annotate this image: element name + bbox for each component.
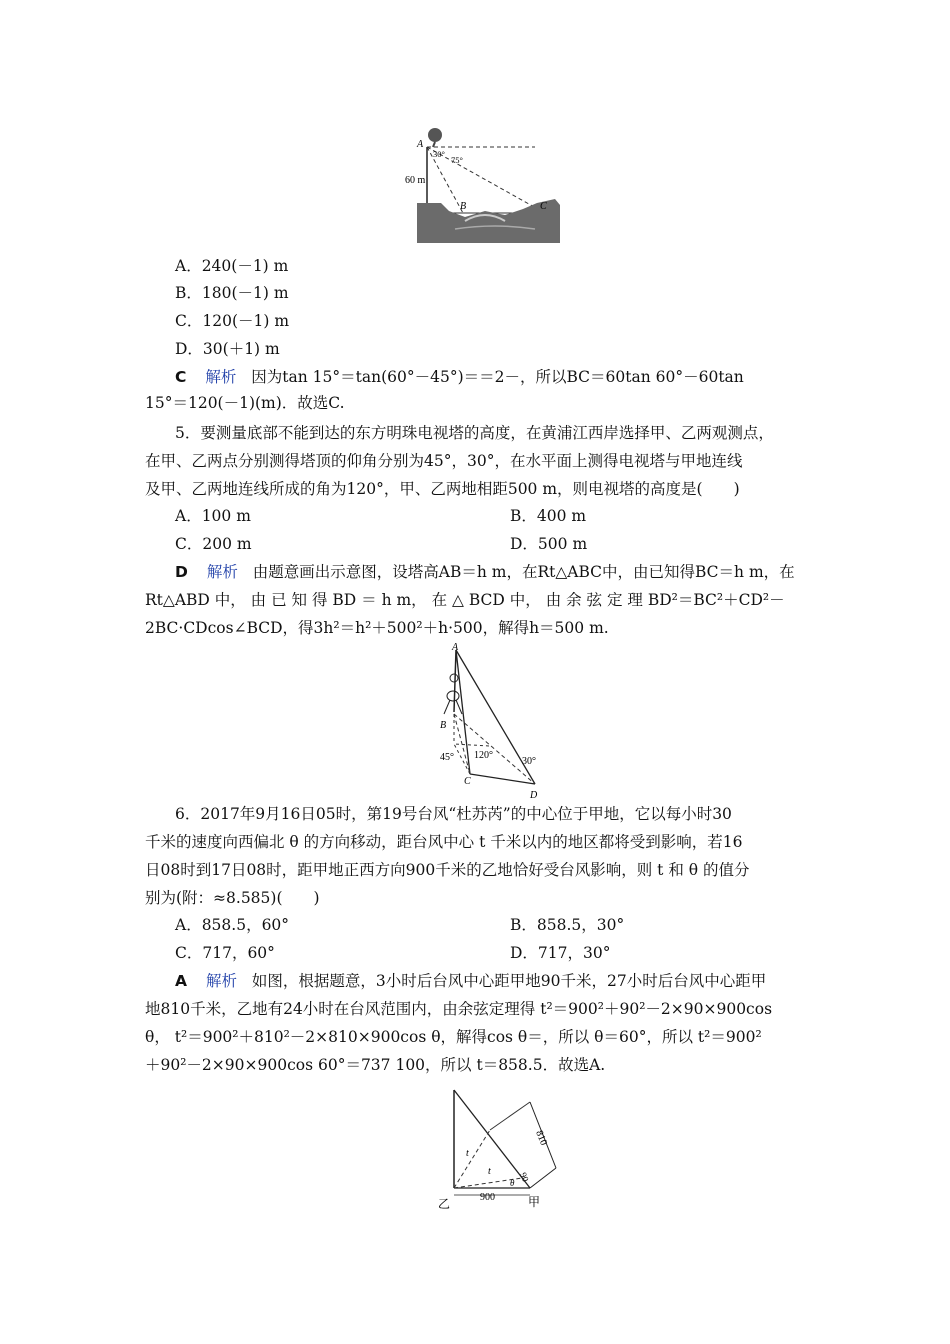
fig1-angle-75: 75°	[451, 155, 463, 165]
q6-stem-line-3: 日08时到17日08时，距甲地正西方向900千米的乙地恰好受台风影响，则 t 和 θ 的值分	[145, 861, 750, 879]
q6-solution-line-1	[175, 970, 766, 992]
q6-solution-line-2: 地810千米，乙地有24小时在台风范围内，由余弦定理得 t²＝900²＋90²－2×90×900cos	[145, 1000, 773, 1018]
fig2-angle-30: 30°	[522, 756, 536, 767]
q4-solution-line-2: 15°＝120(－1)(m)．故选C.	[145, 394, 345, 412]
q4-option-a: A．240(－1) m	[175, 257, 289, 275]
q4-analysis-tag: 解析	[205, 368, 237, 386]
q5-answer: D	[175, 563, 188, 581]
q5-analysis-tag: 解析	[206, 563, 238, 581]
q5-stem-line-3: 及甲、乙两地连线所成的角为120°，甲、乙两地相距500 m，则电视塔的高度是( )	[145, 480, 740, 498]
fig1-label-a: A	[417, 139, 424, 150]
fig1-height-label: 60 m	[405, 175, 426, 186]
balloon-river-figure	[405, 125, 565, 245]
q6-analysis-tag: 解析	[205, 972, 237, 990]
fig3-label-yi: 乙	[438, 1197, 451, 1211]
fig3-label-t1: t	[466, 1148, 469, 1159]
q6-solution-line-3: θ， t²＝900²＋810²－2×810×900cos θ，解得cos θ＝，所以 θ＝60°，所以 t²＝900²	[145, 1028, 762, 1046]
q6-option-c: C．717，60°	[175, 944, 275, 962]
q5-solution-line-3: 2BC·CDcos∠BCD，得3h²＝h²＋500²＋h·500，解得h＝500 m.	[145, 619, 609, 637]
q4-solution-text-1: 因为tan 15°＝tan(60°－45°)＝＝2－，所以BC＝60tan 60°－60tan	[251, 368, 744, 386]
q6-option-b: B．858.5，30°	[510, 916, 625, 934]
q5-option-b: B．400 m	[510, 507, 587, 525]
fig3-dist-810: 810	[533, 1129, 550, 1148]
q6-stem-line-4: 别为(附：≈8.585)( )	[145, 889, 320, 907]
q5-stem-line-2: 在甲、乙两点分别测得塔顶的仰角分别为45°，30°，在水平面上测得电视塔与甲地连线	[145, 452, 743, 470]
fig2-angle-120: 120°	[474, 750, 493, 761]
q5-solution-text-1: 由题意画出示意图，设塔高AB＝h m，在Rt△ABC中，由已知得BC＝h m，在	[252, 563, 795, 581]
q5-solution-line-2: Rt△ABD 中， 由 已 知 得 BD ＝ h m， 在 △ BCD 中， 由 余 弦 定 理 BD²＝BC²＋CD²－	[145, 591, 785, 609]
q4-solution-line-1	[175, 366, 744, 388]
fig2-label-a: A	[452, 642, 459, 653]
q6-stem-line-1: 6．2017年9月16日05时，第19号台风“杜苏芮”的中心位于甲地，它以每小时30	[175, 805, 732, 823]
typhoon-figure	[432, 1082, 562, 1212]
q6-solution-line-4: ＋90²－2×90×900cos 60°＝737 100，所以 t＝858.5．故选A.	[145, 1056, 606, 1074]
fig2-label-d: D	[530, 790, 538, 801]
q6-solution-text-1: 如图，根据题意，3小时后台风中心距甲地90千米，27小时后台风中心距甲	[251, 972, 767, 990]
fig1-label-c: C	[540, 201, 547, 212]
balloon-shape	[428, 128, 442, 142]
fig2-label-c: C	[464, 776, 471, 787]
fig3-label-t2: t	[488, 1166, 491, 1177]
q5-option-c: C．200 m	[175, 535, 252, 553]
fig3-label-theta: θ	[510, 1178, 515, 1188]
q4-option-b: B．180(－1) m	[175, 284, 289, 302]
q5-stem-line-1: 5．要测量底部不能到达的东方明珠电视塔的高度，在黄浦江西岸选择甲、乙两观测点，	[175, 424, 774, 442]
q5-solution-line-1	[175, 561, 795, 583]
q4-option-c: C．120(－1) m	[175, 312, 290, 330]
fig1-label-b: B	[460, 201, 467, 212]
q6-stem-line-2: 千米的速度向西偏北 θ 的方向移动，距台风中心 t 千米以内的地区都将受到影响，若16	[145, 833, 743, 851]
fig2-label-b: B	[440, 720, 447, 731]
q5-option-a: A．100 m	[175, 507, 251, 525]
fig3-label-jia: 甲	[528, 1195, 541, 1209]
q5-option-d: D．500 m	[510, 535, 588, 553]
fig3-dist-900: 900	[480, 1192, 495, 1203]
fig3-dist-90: 90	[518, 1171, 531, 1184]
fig2-angle-45: 45°	[440, 752, 454, 763]
q6-option-d: D．717，30°	[510, 944, 611, 962]
q6-option-a: A．858.5，60°	[175, 916, 290, 934]
q4-option-d: D．30(＋1) m	[175, 340, 280, 358]
tower-figure	[430, 642, 550, 802]
q6-answer: A	[175, 972, 187, 990]
fig1-angle-30: 30°	[433, 149, 445, 159]
q4-answer: C	[175, 368, 187, 386]
